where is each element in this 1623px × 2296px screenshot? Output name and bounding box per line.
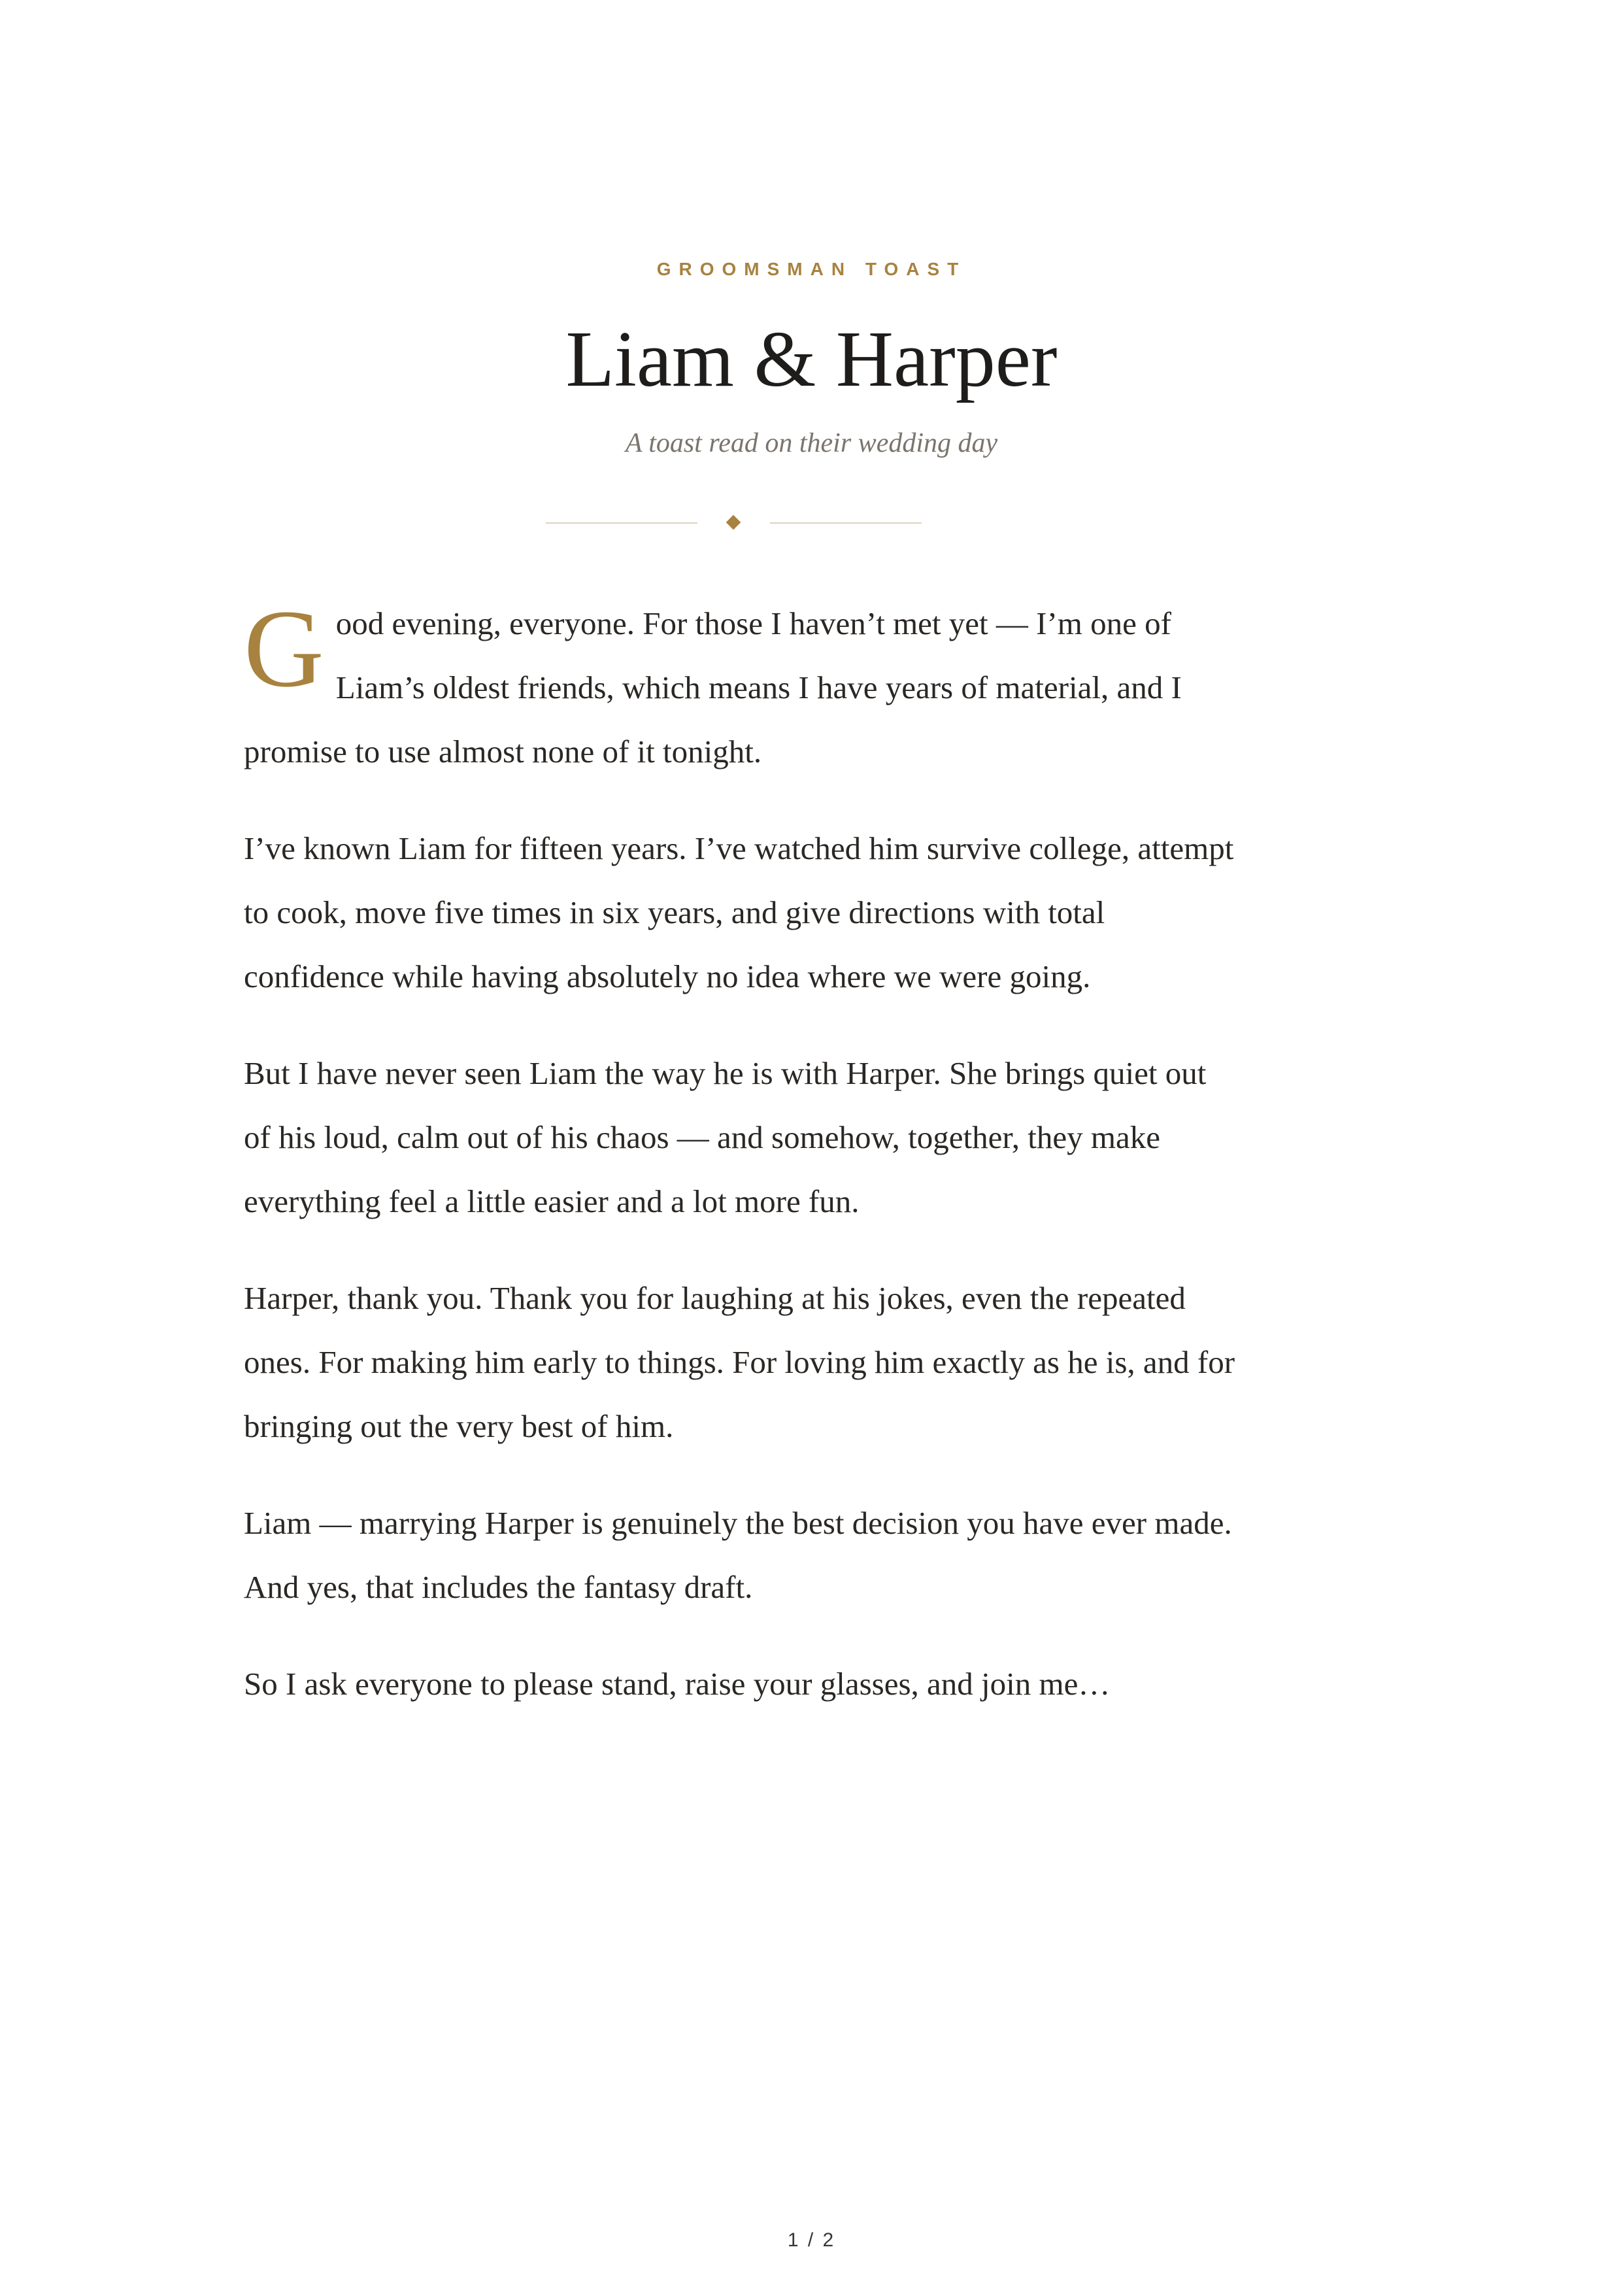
toast-paragraph-6: So I ask everyone to please stand, raise your glasses, and join me… [244,1666,1111,1702]
drop-cap: G [244,587,324,710]
page-number: 1 / 2 [787,2229,836,2251]
eyebrow-label: GROOMSMAN TOAST [656,259,967,279]
divider-line-right [770,522,922,524]
divider-line-left [546,522,697,524]
toast-paragraph-4: Harper, thank you. Thank you for laughing at his jokes, even the repeated ones. For making him early to things. For loving him exactly as he is, and for bringing out the very best of him. [244,1280,1235,1444]
diamond-icon [726,515,741,530]
page-title: Liam & Harper [565,315,1058,403]
toast-paragraph-5: Liam — marrying Harper is genuinely the best decision you have ever made. And yes, that includes the fantasy draft. [244,1505,1232,1605]
toast-paragraph-2: I’ve known Liam for fifteen years. I’ve watched him survive college, attempt to cook, move five times in six years, and give directions with total confidence while having absolutely no idea where we were going. [244,830,1234,994]
toast-paragraph-3: But I have never seen Liam the way he is with Harper. She brings quiet out of his loud, calm out of his chaos — and somehow, together, they make everything feel a little easier and a lot more fun. [244,1055,1207,1219]
page-subtitle: A toast read on their wedding day [625,428,998,458]
toast-paragraph-1 [244,587,1237,784]
ornamental-divider [546,513,922,533]
toast-body [244,587,1237,1749]
paragraph-text: ood evening, everyone. For those I haven’t met yet — I’m one of Liam’s oldest friends, which means I have years of material, and I promise to use almost none of it tonight. [244,605,1182,769]
